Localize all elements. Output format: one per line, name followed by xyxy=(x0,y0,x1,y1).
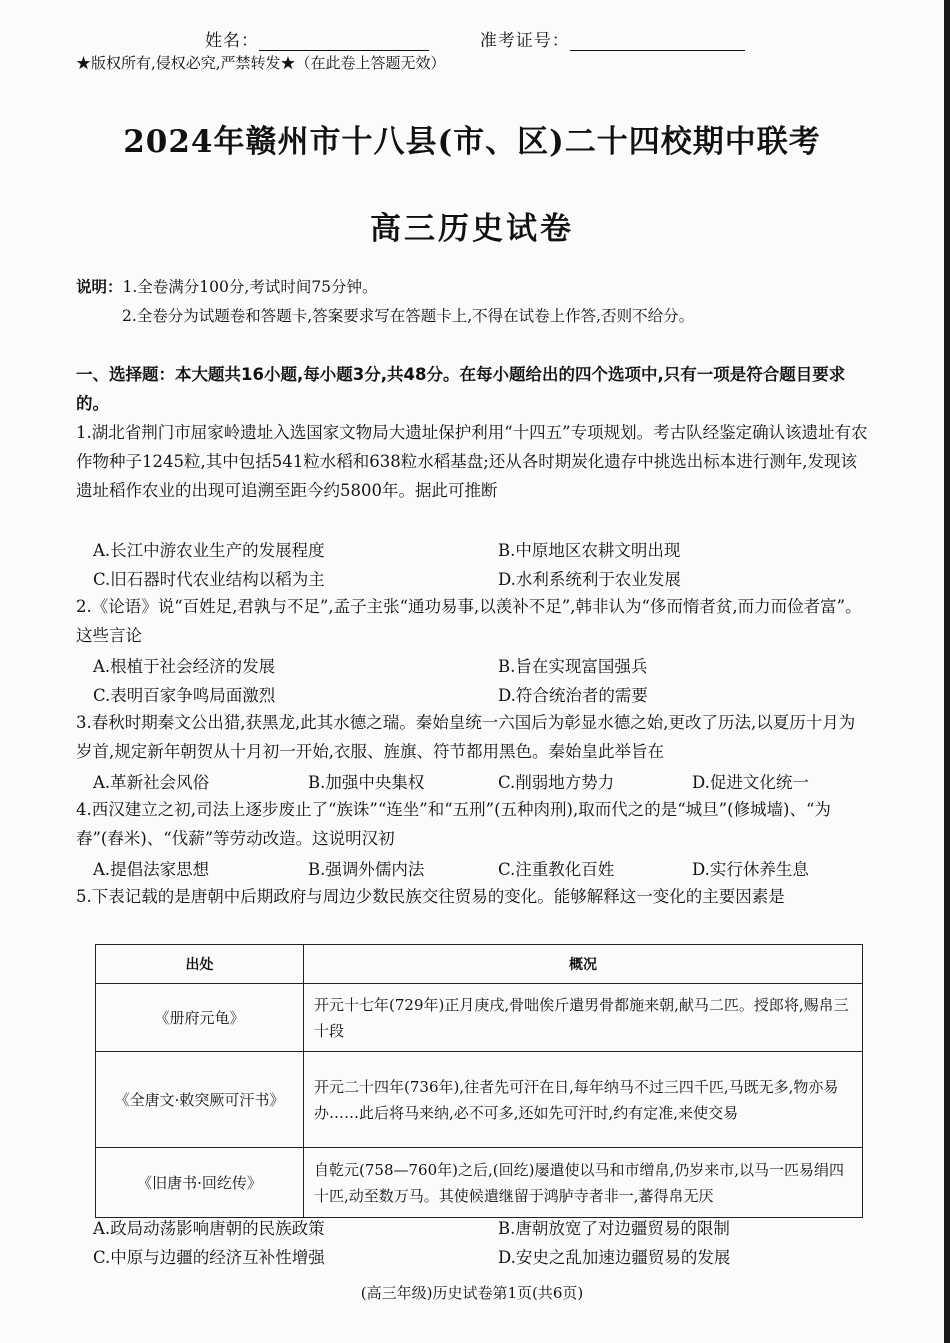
copyright-notice: ★版权所有,侵权必究,严禁转发★（在此卷上答题无效） xyxy=(76,54,446,72)
name-blank xyxy=(259,32,429,51)
table-row xyxy=(96,1148,863,1218)
question-1-option-b: B.中原地区农耕文明出现 xyxy=(498,541,681,560)
question-5-option-b: B.唐朝放宽了对边疆贸易的限制 xyxy=(498,1219,730,1238)
question-3-option-b: B.加强中央集权 xyxy=(308,773,425,792)
question-3-stem: 3.春秋时期秦文公出猎,获黑龙,此其水德之瑞。秦始皇统一六国后为彰显水德之始,更改了历法,以夏历十月为岁首,规定新年朝贺从十月初一开始,衣服、旌旗、符节都用黑色。秦始皇此举旨在 xyxy=(76,713,856,761)
page-footer: (高三年级)历史试卷第1页(共6页) xyxy=(360,1284,584,1302)
question-4-stem: 4.西汉建立之初,司法上逐步废止了“族诛”“连坐”和“五刑”(五种肉刑),取而代之的是“城旦”(修城墙)、“为舂”(舂米)、“伐薪”等劳动改造。这说明汉初 xyxy=(76,800,831,848)
question-1-option-c: C.旧石器时代农业结构以稻为主 xyxy=(93,570,325,589)
question-2-option-a: A.根植于社会经济的发展 xyxy=(93,657,276,676)
exam-number-label: 准考证号： xyxy=(479,31,570,51)
table-cell-source: 《册府元龟》 xyxy=(96,984,304,1052)
question-5-option-c: C.中原与边疆的经济互补性增强 xyxy=(93,1248,325,1267)
section-heading: 一、选择题：本大题共16小题,每小题3分,共48分。在每小题给出的四个选项中,只有一项是符合题目要求的。 xyxy=(76,365,846,413)
question-2-option-d: D.符合统治者的需要 xyxy=(498,686,648,705)
instruction-item-1: 1.全卷满分100分,考试时间75分钟。 xyxy=(122,278,378,296)
exam-title: 2024年赣州市十八县(市、区)二十四校期中联考 xyxy=(123,124,821,160)
question-3-option-d: D.促进文化统一 xyxy=(692,773,809,792)
table-cell-source: 《全唐文·敕突厥可汗书》 xyxy=(96,1052,304,1148)
table-header-source: 出处 xyxy=(96,945,304,984)
name-label: 姓名： xyxy=(205,31,259,51)
question-4-option-c: C.注重教化百姓 xyxy=(498,860,615,879)
table-row xyxy=(96,984,863,1052)
instructions-label: 说明： xyxy=(76,278,123,296)
question-2-option-b: B.旨在实现富国强兵 xyxy=(498,657,648,676)
question-3-option-a: A.革新社会风俗 xyxy=(93,773,210,792)
question-2-stem: 2.《论语》说“百姓足,君孰与不足”,孟子主张“通功易事,以羡补不足”,韩非认为“侈而惰者贫,而力而俭者富”。这些言论 xyxy=(76,597,862,645)
question-5-option-d: D.安史之乱加速边疆贸易的发展 xyxy=(498,1248,731,1267)
table-cell-summary: 自乾元(758—760年)之后,(回纥)屡遣使以马和市缯帛,仍岁来市,以马一匹易绢四十匹,动至数万马。其使候遣继留于鸿胪寺者非一,蕃得帛无厌 xyxy=(304,1148,863,1218)
exam-number-blank xyxy=(570,32,745,51)
question-5-option-a: A.政局动荡影响唐朝的民族政策 xyxy=(93,1219,325,1238)
exam-subtitle: 高三历史试卷 xyxy=(370,211,574,247)
question-3-option-c: C.削弱地方势力 xyxy=(498,773,615,792)
table-row xyxy=(96,1052,863,1148)
instruction-item-2: 2.全卷分为试题卷和答题卡,答案要求写在答题卡上,不得在试卷上作答,否则不给分。 xyxy=(122,307,695,325)
source-table xyxy=(95,944,863,1218)
question-4-option-b: B.强调外儒内法 xyxy=(308,860,425,879)
table-cell-summary: 开元二十四年(736年),往者先可汗在日,每年纳马不过三四千匹,马既无多,物亦易办……此后将马来纳,必不可多,还如先可汗时,约有定准,来使交易 xyxy=(304,1052,863,1148)
question-1-option-d: D.水利系统利于农业发展 xyxy=(498,570,681,589)
question-1-stem: 1.湖北省荆门市屈家岭遗址入选国家文物局大遗址保护利用“十四五”专项规划。考古队经鉴定确认该遗址有农作物种子1245粒,其中包括541粒水稻和638粒水稻基盘;还从各时期炭化遗存中挑选出标本进行测年,发现该遗址稻作农业的出现可追溯至距今约5800年。据此可推断 xyxy=(76,423,868,500)
table-header-summary: 概况 xyxy=(304,945,863,984)
question-5-stem: 5.下表记载的是唐朝中后期政府与周边少数民族交往贸易的变化。能够解释这一变化的主要因素是 xyxy=(76,887,785,906)
question-2-option-c: C.表明百家争鸣局面激烈 xyxy=(93,686,276,705)
question-4-option-d: D.实行休养生息 xyxy=(692,860,809,879)
instructions-line-1 xyxy=(76,275,378,297)
question-4-option-a: A.提倡法家思想 xyxy=(93,860,210,879)
table-header-row xyxy=(96,945,863,984)
table-cell-source: 《旧唐书·回纥传》 xyxy=(96,1148,304,1218)
question-1-option-a: A.长江中游农业生产的发展程度 xyxy=(93,541,325,560)
candidate-info-line xyxy=(205,26,745,51)
table-cell-summary: 开元十七年(729年)正月庚戌,骨咄俟斤遣男骨都施来朝,献马二匹。授郎将,赐帛三十段 xyxy=(304,984,863,1052)
